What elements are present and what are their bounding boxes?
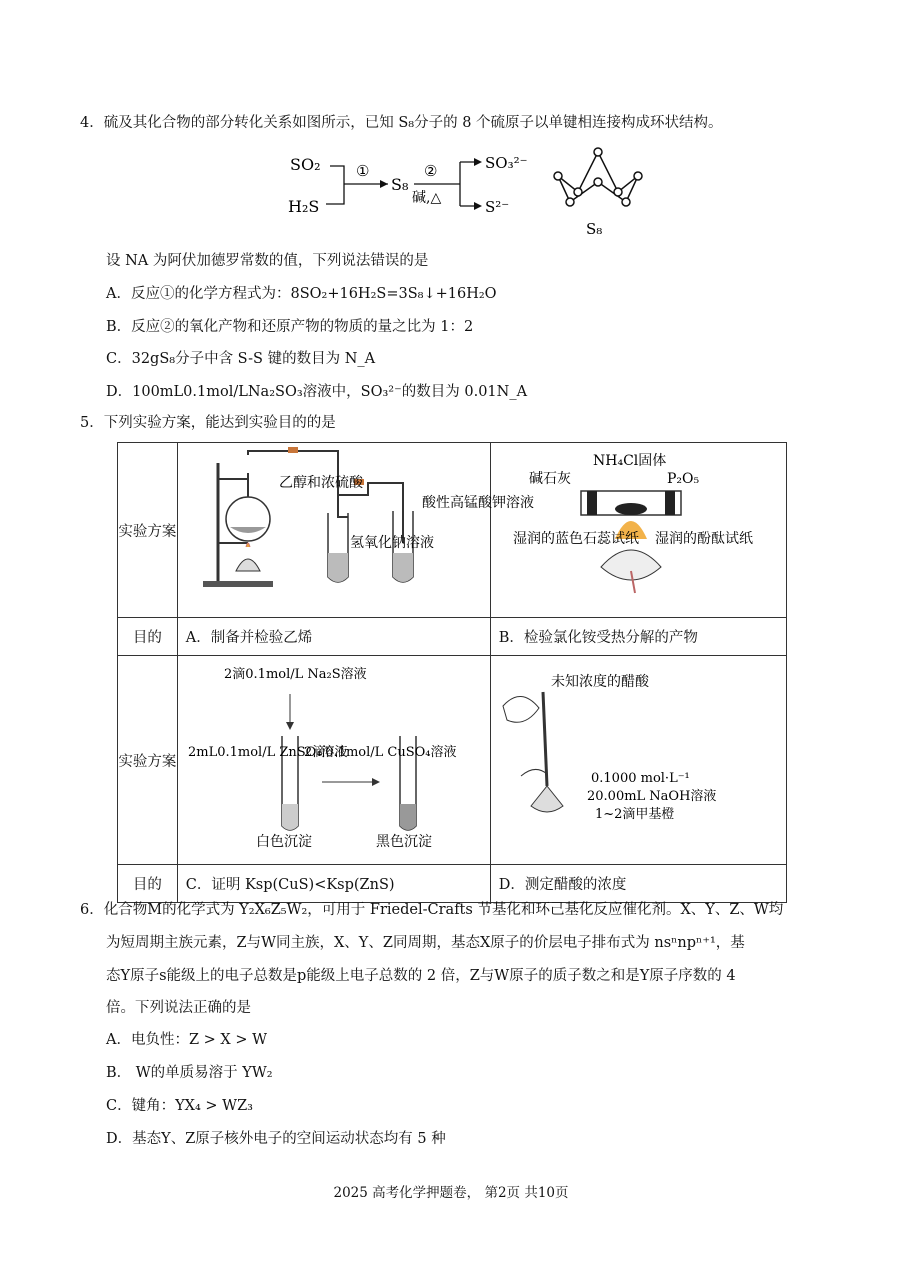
- q6-option-d: D．基态Y、Z原子核外电子的空间运动状态均有 5 种: [106, 1131, 446, 1147]
- fig-b-top-label: NH₄Cl固体: [592, 453, 667, 469]
- fig-c-drop1: 2滴0.1mol/L Na₂S溶液: [223, 667, 367, 682]
- plan-label: 实验方案: [118, 443, 178, 618]
- q4-option-d: D．100mL0.1mol/LNa₂SO₃溶液中，SO₃²⁻的数目为 0.01N_A: [106, 384, 528, 400]
- aim-label-2: 目的: [118, 865, 178, 903]
- experiment-table: [117, 442, 787, 903]
- fig-a-naoh-label: 氢氧化钠溶液: [349, 535, 434, 551]
- fig-b: [490, 443, 786, 618]
- q6-option-b: B． W的单质易溶于 YW₂: [106, 1065, 273, 1081]
- aim-c: C．证明 Ksp(CuS)<Ksp(ZnS): [177, 865, 490, 903]
- aim-d: D．测定醋酸的浓度: [490, 865, 786, 903]
- q4-intro: 设 NA 为阿伏加德罗常数的值，下列说法错误的是: [106, 253, 429, 269]
- fig-c: [177, 656, 490, 865]
- q4-option-a: A．反应①的化学方程式为：8SO₂+16H₂S=3S₈↓+16H₂O: [106, 286, 497, 302]
- fig-c-ppt2: 黑色沉淀: [375, 834, 432, 850]
- fig-a-kmno4-label: 酸性高锰酸钾溶液: [421, 495, 534, 511]
- q6-stem-1: 6．化合物M的化学式为 Y₂X₆Z₅W₂，可用于 Friedel-Crafts 节基化和环己基化反应催化剂。X、Y、Z、W均: [80, 902, 784, 918]
- fig-a-flask-label: 乙醇和浓硫酸: [278, 475, 363, 491]
- fig-a: [177, 443, 534, 618]
- fig-d-conc: 0.1000 mol·L⁻¹: [590, 771, 690, 786]
- fig-d-vol: 20.00mL NaOH溶液: [586, 789, 717, 804]
- q4-reaction-diagram: [280, 142, 660, 242]
- q6-stem-4: 倍。下列说法正确的是: [106, 1000, 251, 1016]
- q6-option-a: A．电负性：Z > X > W: [106, 1032, 268, 1048]
- fig-c-tube1: 2mL0.1mol/L ZnSO₄溶液: [187, 745, 348, 760]
- fig-c-ppt1: 白色沉淀: [255, 834, 312, 850]
- q6-stem-3: 态Y原子s能级上的电子总数是p能级上电子总数的 2 倍，Z与W原子的质子数之和是Y原子序数的 4: [106, 968, 736, 984]
- q6-stem-2: 为短周期主族元素，Z与W同主族，X、Y、Z同周期，基态X原子的价层电子排布式为 nsⁿnpⁿ⁺¹，基: [106, 935, 745, 951]
- so2-label: SO₂: [290, 155, 321, 174]
- s2-label: S²⁻: [485, 198, 510, 216]
- plan-label-2: 实验方案: [118, 656, 178, 865]
- so3-label: SO₃²⁻: [485, 154, 528, 172]
- fig-d: [490, 656, 786, 865]
- s8-ring-label: S₈: [586, 220, 603, 238]
- fig-b-right-label: P₂O₅: [666, 471, 699, 487]
- q4-option-c: C．32gS₈分子中含 S-S 键的数目为 N_A: [106, 351, 376, 367]
- fig-b-paper-right: 湿润的酚酞试纸: [654, 531, 753, 547]
- aim-label: 目的: [118, 618, 178, 656]
- step2-label: ②: [424, 162, 438, 180]
- condition-label: 碱,△: [412, 190, 442, 206]
- aim-a: A．制备并检验乙烯: [177, 618, 490, 656]
- fig-d-acid: 未知浓度的醋酸: [550, 674, 649, 690]
- q4-stem: 4．硫及其化合物的部分转化关系如图所示，已知 S₈分子的 8 个硫原子以单键相连接构成环状结构。: [80, 115, 723, 131]
- fig-b-left-label: 碱石灰: [528, 471, 571, 487]
- h2s-label: H₂S: [288, 197, 320, 216]
- aim-b: B．检验氯化铵受热分解的产物: [490, 618, 786, 656]
- s8-label: S₈: [391, 175, 409, 194]
- step1-label: ①: [356, 162, 370, 180]
- fig-c-drop2: 2滴0.1mol/L CuSO₄溶液: [303, 745, 457, 760]
- s8-ring-icon: [554, 148, 642, 206]
- q5-stem: 5．下列实验方案，能达到实验目的的是: [80, 415, 336, 431]
- q4-option-b: B．反应②的氧化产物和还原产物的物质的量之比为 1：2: [106, 319, 474, 335]
- q6-option-c: C．键角：YX₄ > WZ₃: [106, 1098, 253, 1114]
- fig-d-ind: 1~2滴甲基橙: [594, 807, 675, 822]
- page-footer: 2025 高考化学押题卷， 第2页 共10页: [333, 1185, 569, 1201]
- fig-b-paper-left: 湿润的蓝色石蕊试纸: [512, 531, 639, 547]
